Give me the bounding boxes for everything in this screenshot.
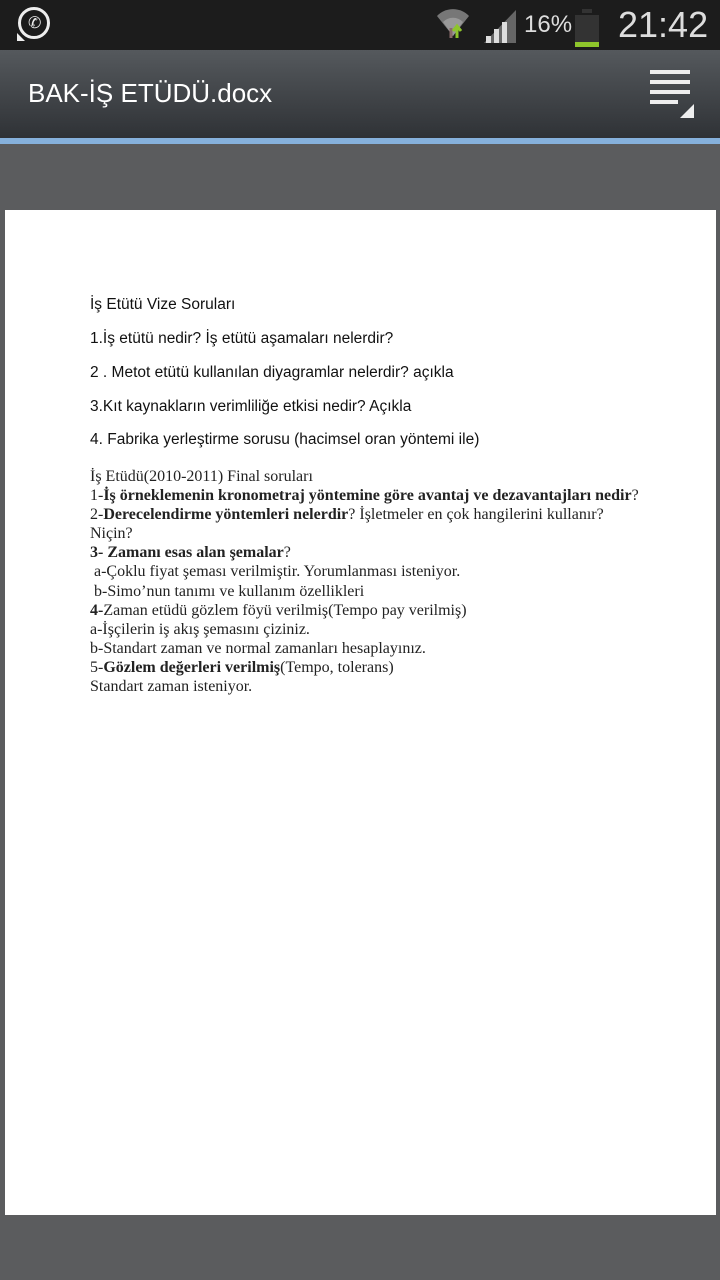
q-bold: Derecelendirme yöntemleri nelerdir	[103, 506, 349, 524]
final-q4a: a-İşçilerin iş akış şemasını çiziniz.	[90, 620, 310, 638]
wifi-icon	[436, 6, 470, 40]
q-bold: 3- Zamanı esas alan şemalar	[90, 544, 284, 562]
app-bar	[0, 50, 720, 138]
battery-percent: 16%	[524, 11, 573, 38]
vize-title: İş Etütü Vize Soruları	[90, 296, 236, 313]
final-questions	[90, 467, 650, 696]
menu-icon[interactable]	[650, 70, 694, 118]
final-q3	[90, 543, 650, 562]
final-q3b: b-Simo’nun tanımı ve kullanım özellikleri	[90, 582, 365, 600]
final-q4b: b-Standart zaman ve normal zamanları hesaplayınız.	[90, 639, 426, 657]
final-q5	[90, 658, 650, 677]
q-num: 5-	[90, 658, 104, 676]
q-bold: Gözlem değerleri verilmiş	[103, 658, 281, 676]
document-title: BAK-İŞ ETÜDÜ.docx	[28, 78, 273, 108]
vize-question: 4. Fabrika yerleştirme sorusu (hacimsel oran yöntemi ile)	[90, 431, 480, 448]
accent-divider	[0, 138, 720, 144]
q-rest: ?	[631, 487, 639, 505]
signal-icon	[484, 10, 518, 44]
final-title: İş Etüdü(2010-2011) Final soruları	[90, 468, 313, 485]
q-bold: İş örneklemenin kronometraj yöntemine göre avantaj ve dezavantajları nedir	[103, 487, 632, 505]
q-rest: (Tempo, tolerans)	[280, 658, 394, 676]
q-rest: ?	[283, 544, 291, 562]
vize-question: 1.İş etütü nedir? İş etütü aşamaları nelerdir?	[90, 330, 394, 347]
q-rest: ? İşletmeler en çok hangilerini kullanır? Niçin?	[90, 506, 604, 543]
battery-icon	[575, 12, 599, 47]
clock: 21:42	[618, 4, 709, 45]
vize-question: 3.Kıt kaynakların verimliliğe etkisi nedir? Açıkla	[90, 398, 412, 415]
q-num: 2-	[90, 506, 104, 524]
q-bold: 4-	[90, 601, 104, 619]
final-q4	[90, 601, 650, 620]
q-num: 1-	[90, 487, 104, 505]
q-rest: Zaman etüdü gözlem föyü verilmiş(Tempo pay verilmiş)	[103, 601, 467, 619]
final-q1	[90, 486, 650, 505]
status-bar	[0, 0, 720, 50]
final-q2	[90, 505, 650, 543]
final-q3a: a-Çoklu fiyat şeması verilmiştir. Yorumlanması isteniyor.	[90, 563, 461, 581]
whatsapp-icon: ✆	[18, 7, 50, 39]
document-page[interactable]	[5, 210, 716, 1215]
vize-question: 2 . Metot etütü kullanılan diyagramlar nelerdir? açıkla	[90, 364, 454, 381]
final-q5a: Standart zaman isteniyor.	[90, 678, 253, 696]
